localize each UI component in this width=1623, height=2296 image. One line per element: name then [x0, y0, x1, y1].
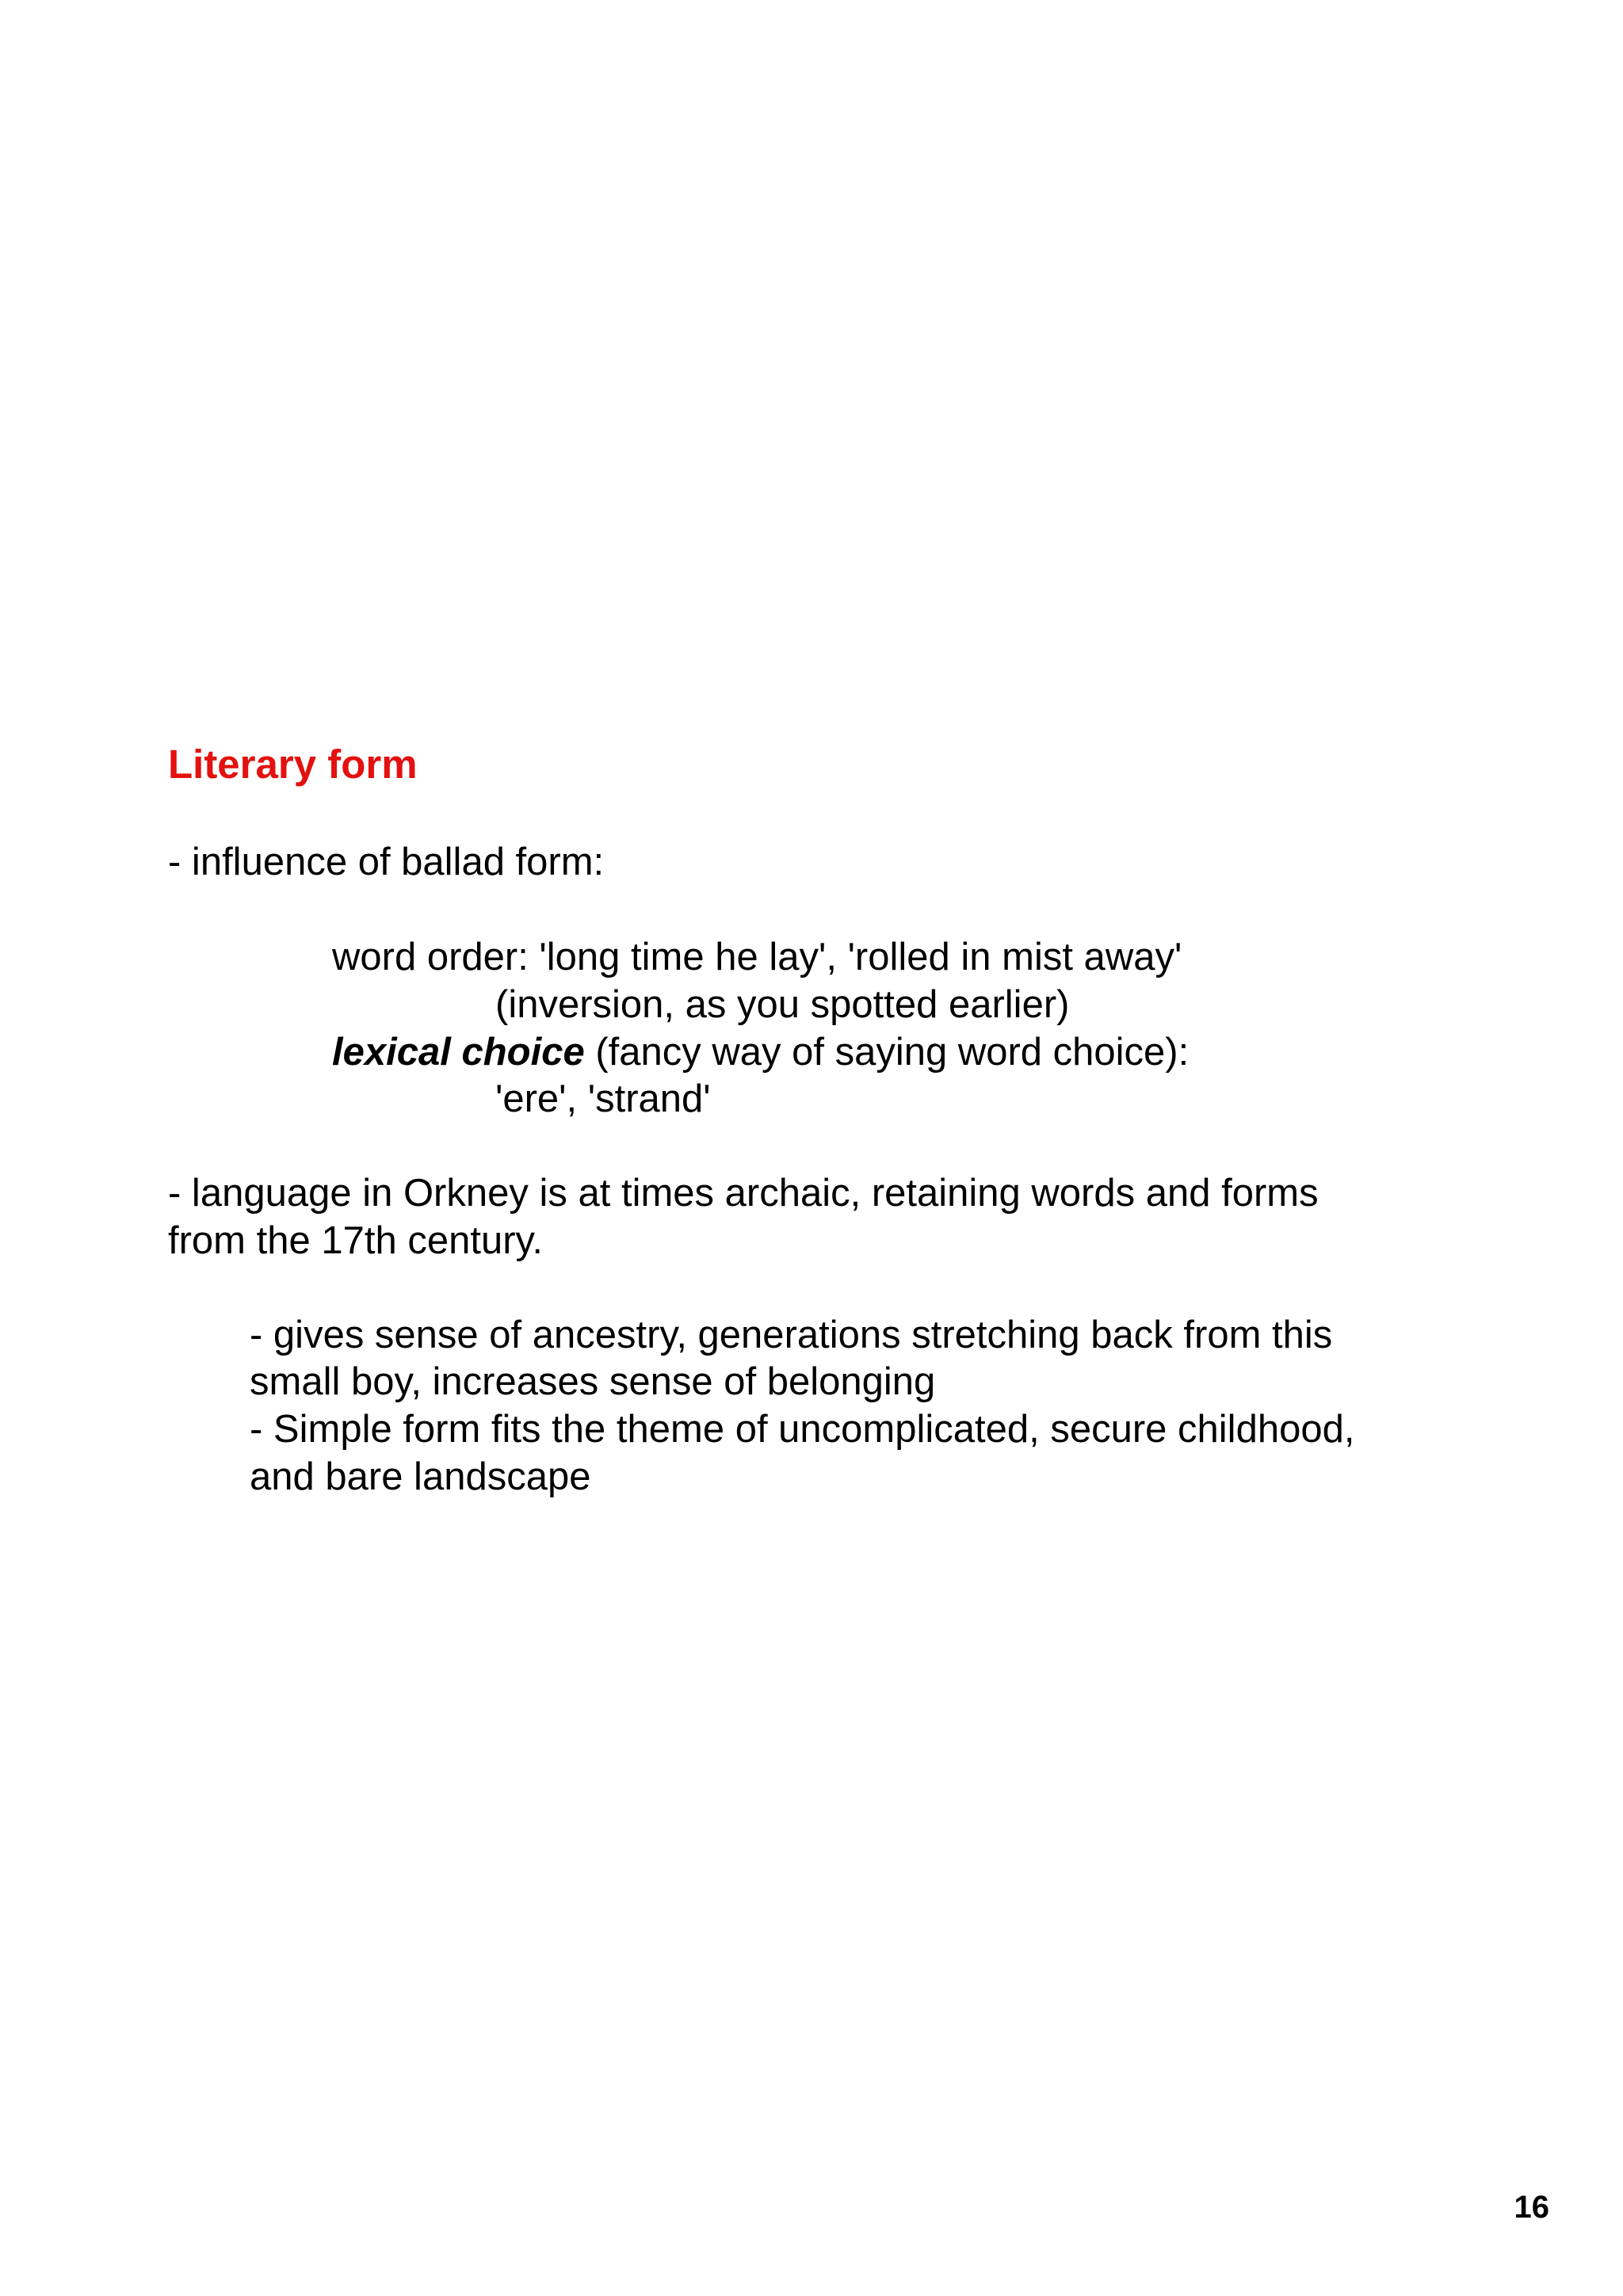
simple-form-line-1: - Simple form fits the theme of uncomplicated, secure childhood,: [250, 1408, 1355, 1451]
orkney-line-1: - language in Orkney is at times archaic, retaining words and forms: [168, 1172, 1319, 1215]
lexical-choice-explanation: (fancy way of saying word choice):: [584, 1031, 1190, 1074]
page-number: 16: [1514, 2190, 1549, 2225]
inversion-note: (inversion, as you spotted earlier): [495, 983, 1070, 1026]
lexical-choice-line: [332, 1028, 1189, 1076]
ballad-intro: - influence of ballad form:: [168, 841, 605, 883]
ancestry-line-2: small boy, increases sense of belonging: [250, 1360, 936, 1403]
word-order-line: word order: 'long time he lay', 'rolled in mist away': [332, 936, 1182, 978]
simple-form-line-2: and bare landscape: [250, 1455, 591, 1498]
section-heading: Literary form: [168, 742, 418, 787]
orkney-line-2: from the 17th century.: [168, 1219, 543, 1262]
ancestry-line-1: - gives sense of ancestry, generations stretching back from this: [250, 1314, 1333, 1356]
lexical-examples: 'ere', 'strand': [495, 1077, 711, 1120]
lexical-choice-term: lexical choice: [332, 1031, 585, 1074]
